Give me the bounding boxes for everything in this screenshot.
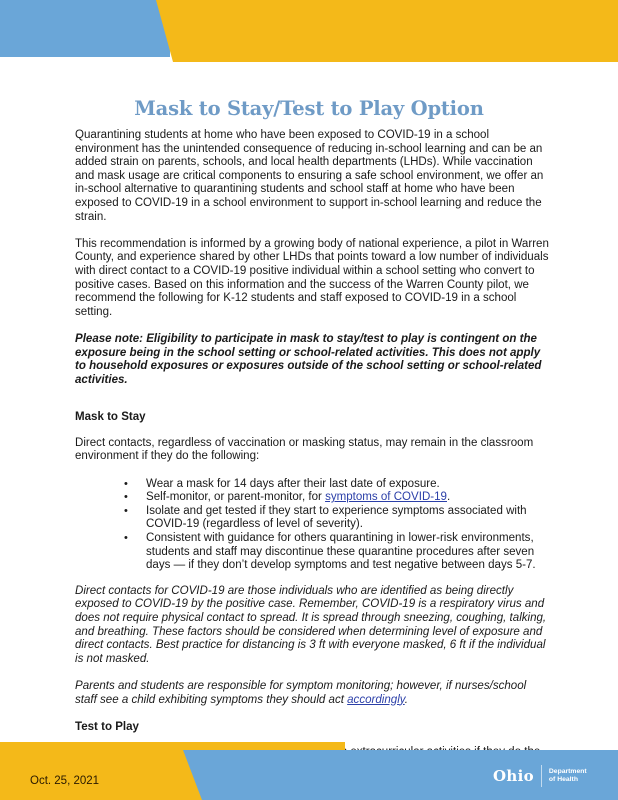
symptom-monitoring-text: Parents and students are responsible for symptom monitoring; however, if nurses/school staff see a child exhibiting symptoms they should act [75,679,527,706]
list-item-text: Wear a mask for 14 days after their last date of exposure. [146,477,440,490]
document-date: Oct. 25, 2021 [30,775,100,787]
list-item-punct: . [446,491,451,504]
header-banner [0,0,618,64]
logo-department-text [549,768,587,784]
mask-to-stay-list [75,478,551,573]
accordingly-link[interactable]: accordingly [347,693,405,706]
logo-dept-line1: Department [548,768,587,775]
eligibility-note: Please note: Eligibility to participate in mask to stay/test to play is contingent on the exposure being in the school setting or school-related activities. This does not apply to household exposures or exposures outside of the school setting or school-related activities. [75,332,542,386]
list-item-text: Isolate and get tested if they start to experience symptoms associated with COVID-19 (regardless of level of severity). [146,504,527,531]
section-heading-mask-to-stay: Mask to Stay [75,411,146,424]
list-item [146,532,551,573]
list-item [146,505,551,532]
intro-paragraph-1: Quarantining students at home who have been exposed to COVID-19 in a school environment has the unintended consequence of reducing in-school learning and can be an added strain on parents, schools, and local health departments (LHDs). While vaccination and mask usage are critical components to ensuring a safe school environment, we offer an in-school alternative to quarantining students and school staff at home who have been exposed to COVID-19 in a school environment to support in-school learning and reduce the strain. [75,129,544,223]
direct-contacts-definition: Direct contacts for COVID-19 are those individuals who are identified as being directly exposed to COVID-19 by the positive case. Remember, COVID-19 is a respiratory virus and does not require physical contact to spread. It is spread through sneezing, coughing, talking, and breathing. These factors should be considered when determining level of exposure and direct contacts. Best practice for distancing is 3 ft with everyone masked, 6 ft if the individual is not masked. [75,584,547,665]
logo-divider [541,765,542,787]
header-banner-yellow-shape [156,0,618,62]
ohio-wordmark: Ohio [493,767,534,785]
list-item [146,478,551,492]
page-title: Mask to Stay/Test to Play Option [134,97,484,120]
symptom-monitoring-punct: . [404,693,408,706]
logo-dept-line2: of Health [548,776,578,783]
document-body [75,129,551,787]
list-item [146,491,551,505]
intro-paragraph-2: This recommendation is informed by a growing body of national experience, a pilot in Warren County, and experience shared by other LHDs that points toward a low number of individuals with direct contact to a COVID-19 positive individual within a school setting who convert to positive cases. Based on this information and the success of the Warren County pilot, we recommend the following for K-12 students and staff exposed to COVID-19 in a school setting. [75,237,549,318]
symptoms-of-covid-link[interactable]: symptoms of COVID-19 [325,491,447,504]
list-item-text: Consistent with guidance for others quarantining in lower-risk environments, students and staff may discontinue these quarantine procedures after seven days — if they don’t develop symptoms and test negative between days 5-7. [146,532,536,572]
list-item-text: Self-monitor, or parent-monitor, for [146,491,326,504]
ohio-department-of-health-logo [493,763,587,789]
header-banner-blue-shape [0,0,170,57]
symptom-monitoring-paragraph [75,680,551,707]
section-heading-test-to-play: Test to Play [75,720,139,733]
mask-to-stay-lead: Direct contacts, regardless of vaccination or masking status, may remain in the classroom environment if they do the following: [75,436,534,463]
